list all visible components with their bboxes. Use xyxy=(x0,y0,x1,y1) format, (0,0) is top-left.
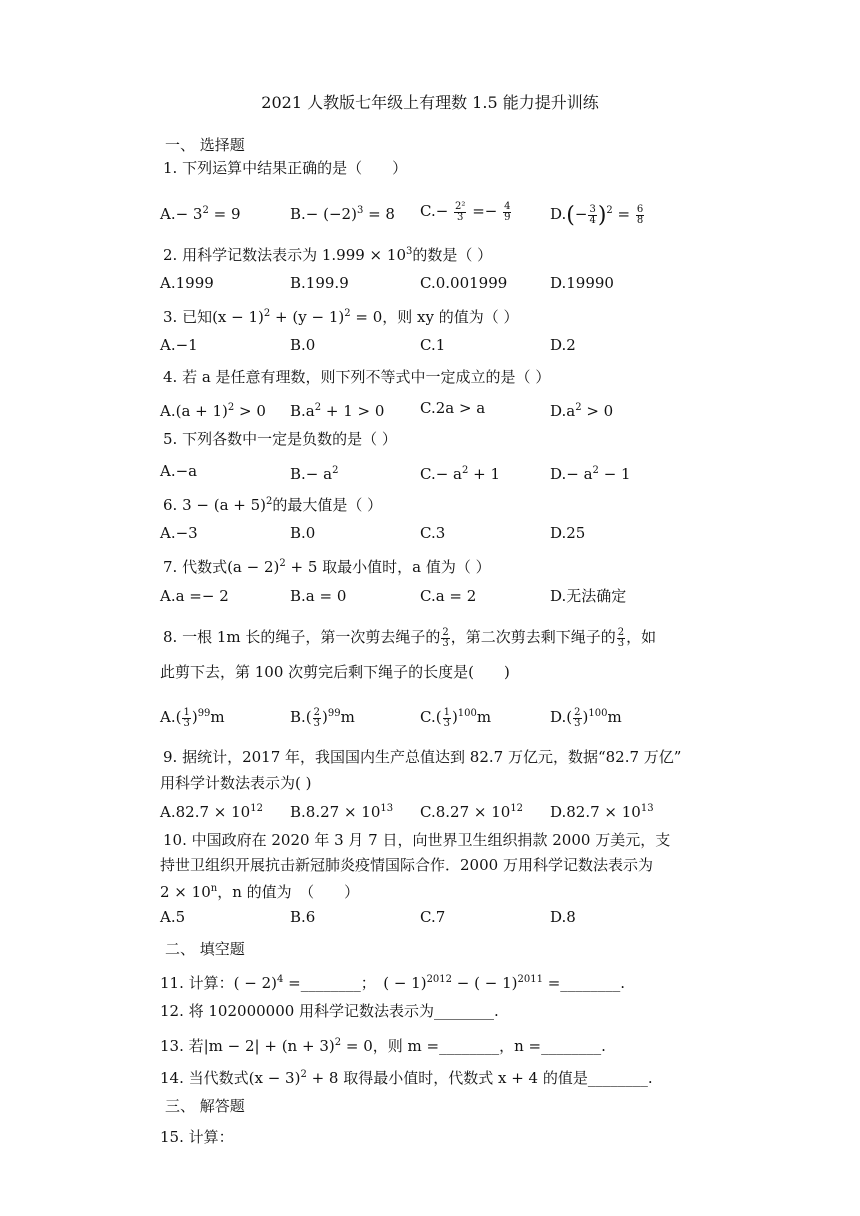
q4-option-c: C.2a > a xyxy=(420,399,486,417)
question-10-stem-line3: $2 \times 10^n$，n 的值为 （ ） xyxy=(160,883,360,901)
q2-option-c: C.0.001999 xyxy=(420,274,508,292)
q4-option-b: $B.a^2 + 1 > 0$ xyxy=(290,402,385,420)
q2-option-b: B.199.9 xyxy=(290,274,349,292)
question-9-stem-line1: 9. 据统计，2017 年，我国国内生产总值达到 82.7 万亿元，数据“82.7 万亿” xyxy=(163,748,682,766)
question-7-stem: 7. 代数式$(a - 2)^2 + 5$ 取最小值时，a 值为（ ） xyxy=(163,558,491,576)
question-10-stem-line2: 持世卫组织开展抗击新冠肺炎疫情国际合作．2000 万用科学记数法表示为 xyxy=(160,856,653,874)
q4-option-a: $A.(a + 1)^2 > 0$ xyxy=(160,402,266,420)
q2-option-d: D.19990 xyxy=(550,274,614,292)
q8-option-c: C.( $\frac{1}{3}$ )$^{100}$m xyxy=(420,706,492,729)
question-11: 11. 计算：( − 2)$^4$ =________； ( − 1)$^{2012}$ − ( − 1)$^{2011}$ =________. xyxy=(160,974,626,992)
q2-option-a: A.1999 xyxy=(160,274,214,292)
question-2-stem: 2. 用科学记数法表示为 $1.999 \times 10^3$的数是（ ） xyxy=(163,246,493,264)
q5-option-c: $C.- a^2 + 1$ xyxy=(420,465,501,483)
q3-option-c: C.1 xyxy=(420,336,446,354)
q6-option-d: D.25 xyxy=(550,524,586,542)
q7-option-c: C.a = 2 xyxy=(420,587,477,605)
q7-option-b: B.a = 0 xyxy=(290,587,347,605)
question-8-stem-line2: 此剪下去，第 100 次剪完后剩下绳子的长度是( ) xyxy=(160,663,510,681)
question-14: 14. 当代数式$(x - 3)^2 + 8$ 取得最小值时，代数式 x + 4 的值是________. xyxy=(160,1069,653,1087)
question-9-stem-line2: 用科学计数法表示为( ) xyxy=(160,774,312,792)
q6-option-c: C.3 xyxy=(420,524,446,542)
question-6-stem: 6. $3 - (a + 5)^2$的最大值是（ ） xyxy=(163,496,383,514)
question-8-stem-line1: 8. 一根 1m 长的绳子，第一次剪去绳子的 $\frac{2}{3}$ ，第二次剪去剩下绳子的 $\frac{2}{3}$ ，如 xyxy=(163,626,657,649)
q9-option-b: $B.8.27 \times 10^{13}$ xyxy=(290,803,394,821)
q3-option-d: D.2 xyxy=(550,336,576,354)
q9-option-c: $C.8.27 \times 10^{12}$ xyxy=(420,803,524,821)
q10-option-c: C.7 xyxy=(420,908,446,926)
q4-option-d: $D.a^2 > 0$ xyxy=(550,402,614,420)
q10-option-d: D.8 xyxy=(550,908,576,926)
section-heading-choice: 一、 选择题 xyxy=(165,136,245,154)
q7-option-d: D.无法确定 xyxy=(550,587,627,605)
q8-option-d: D.( $\frac{2}{3}$ )$^{100}$m xyxy=(550,706,622,729)
q5-option-a: A.−a xyxy=(160,462,198,480)
q5-option-b: $B.- a^2$ xyxy=(290,465,339,483)
q3-option-a: A.−1 xyxy=(160,336,198,354)
question-15: 15. 计算： xyxy=(160,1128,234,1146)
q1-option-c: C.− $\frac{\text{2²}}{3}$ =− $\frac{4}{9}$ xyxy=(420,200,511,223)
page-title: 2021 人教版七年级上有理数 1.5 能力提升训练 xyxy=(261,93,599,112)
q8-option-b: B.( $\frac{2}{3}$ )$^{99}$m xyxy=(290,706,355,729)
question-5-stem: 5. 下列各数中一定是负数的是（ ） xyxy=(163,430,397,448)
q10-option-a: A.5 xyxy=(160,908,186,926)
question-3-stem: 3. 已知$(x - 1)^2 + (y - 1)^2 = 0$，则 xy 的值为（ ） xyxy=(163,308,519,326)
q9-option-d: $D.82.7 \times 10^{13}$ xyxy=(550,803,654,821)
q1-option-a: $A.- 3^2 = 9$ xyxy=(160,205,241,223)
q8-option-a: A.( $\frac{1}{3}$ )$^{99}$m xyxy=(160,706,225,729)
q3-option-b: B.0 xyxy=(290,336,316,354)
q5-option-d: $D.- a^2 - 1$ xyxy=(550,465,631,483)
question-1-stem: 1. 下列运算中结果正确的是（ ） xyxy=(163,159,408,177)
question-10-stem-line1: 10. 中国政府在 2020 年 3 月 7 日，向世界卫生组织捐款 2000 万美元，支 xyxy=(163,831,671,849)
question-4-stem: 4. 若 a 是任意有理数，则下列不等式中一定成立的是（ ） xyxy=(163,368,551,386)
q1-option-b: $B.- (-2)^3 = 8$ xyxy=(290,205,395,223)
section-heading-answer: 三、 解答题 xyxy=(165,1097,245,1115)
question-13: 13. 若$|m - 2| + (n + 3)^2 = 0$，则 m =________，n =________. xyxy=(160,1037,606,1055)
q7-option-a: A.a =− 2 xyxy=(160,587,229,605)
q6-option-a: A.−3 xyxy=(160,524,198,542)
section-heading-fill: 二、 填空题 xyxy=(165,940,245,958)
q9-option-a: $A.82.7 \times 10^{12}$ xyxy=(160,803,263,821)
q10-option-b: B.6 xyxy=(290,908,316,926)
q6-option-b: B.0 xyxy=(290,524,316,542)
question-12: 12. 将 102000000 用科学记数法表示为________. xyxy=(160,1002,499,1020)
q1-option-d: D.(− $\frac{3}{4}$ )$^2$ = $\frac{6}{8}$ xyxy=(550,203,644,228)
